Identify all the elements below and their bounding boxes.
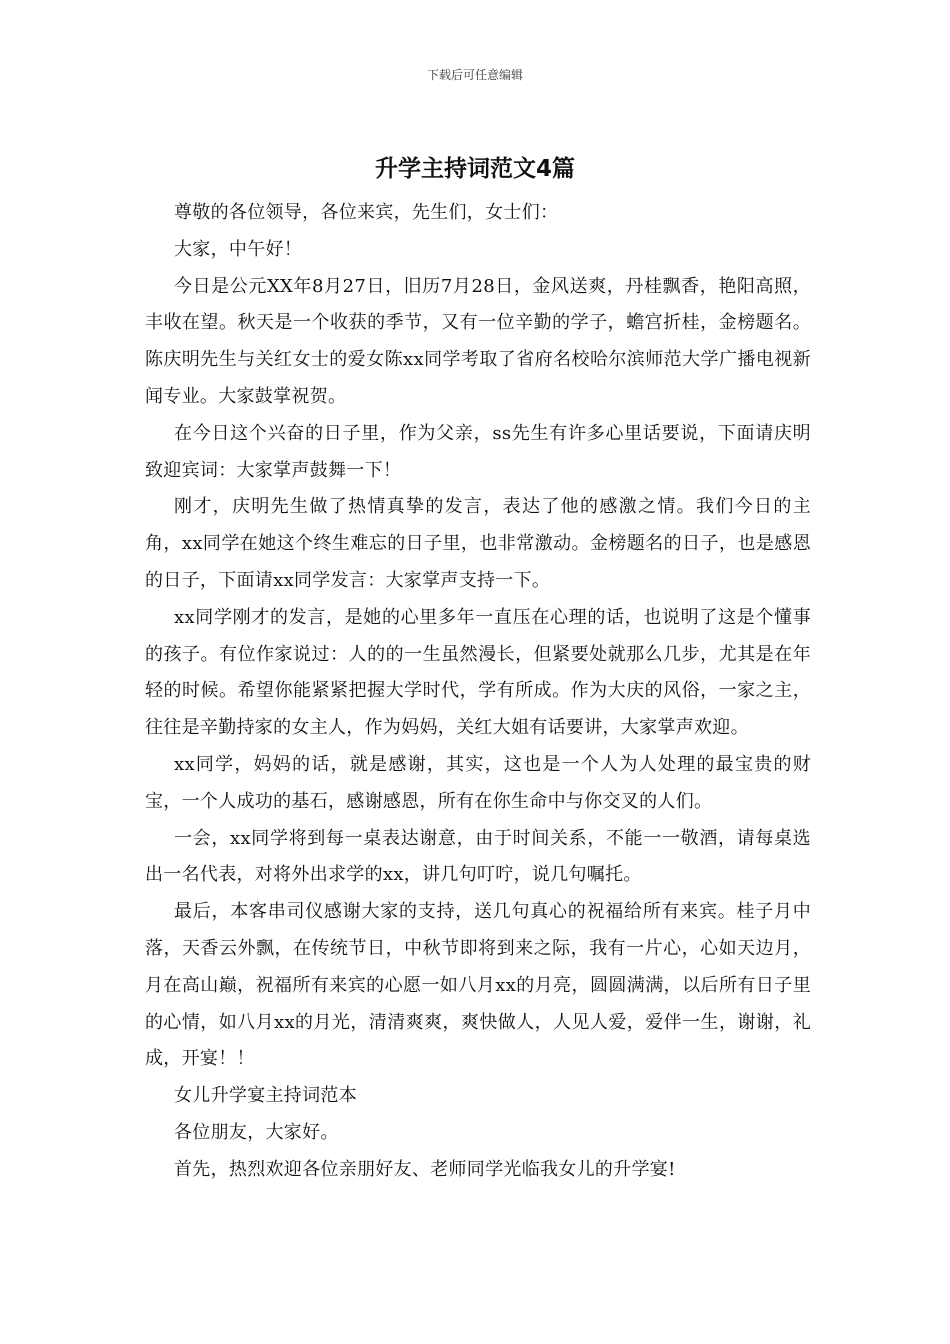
document-title: 升学主持词范文4篇 [374,156,575,182]
paragraph-closing-blessing: 最后，本客串司仪感谢大家的支持，送几句真心的祝福给所有来宾。桂子月中落，天香云外飘，在传统节日，中秋节即将到来之际，我有一片心，心如天边月，月在高山巅，祝福所有来宾的心愿一如八月xx的月亮，圆圆满满，以后所有日子里的心情，如八月xx的月光，清清爽爽，爽快做人，人见人爱，爱伴一生，谢谢，礼成，开宴！！ [145,901,811,1070]
paragraph-date-announcement: 今日是公元XX年8月27日，旧历7月28日，金风送爽，丹桂飘香，艳阳高照，丰收在望。秋天是一个收获的季节，又有一位辛勤的学子，蟾宫折桂，金榜题名。陈庆明先生与关红女士的爱女陈xx同学考取了省府名校哈尔滨师范大学广播电视新闻专业。大家鼓掌祝贺。 [145,275,811,407]
page-header-note: 下载后可任意编辑 [426,68,523,82]
document-body [145,195,811,1189]
paragraph-student-speech: 刚才，庆明先生做了热情真挚的发言，表达了他的感激之情。我们今日的主角，xx同学在她这个终生难忘的日子里，也非常激动。金榜题名的日子，也是感恩的日子，下面请xx同学发言：大家掌声支持一下。 [145,496,811,591]
paragraph-second-greeting: 各位朋友，大家好。 [174,1121,339,1143]
paragraph-section-heading: 女儿升学宴主持词范本 [174,1085,357,1107]
paragraph-gratitude: xx同学，妈妈的话，就是感谢，其实，这也是一个人为人处理的最宝贵的财宝，一个人成功的基石，感谢感恩，所有在你生命中与你交叉的人们。 [145,753,811,812]
paragraph-toast: 一会，xx同学将到每一桌表达谢意，由于时间关系，不能一一敬酒，请每桌选出一名代表，对将外出求学的xx，讲几句叮咛，说几句嘱托。 [145,827,811,886]
paragraph-greeting: 尊敬的各位领导，各位来宾，先生们，女士们： [174,202,559,223]
paragraph-welcome: 首先，热烈欢迎各位亲朋好友、老师同学光临我女儿的升学宴! [174,1158,676,1180]
paragraph-father-speech: 在今日这个兴奋的日子里，作为父亲，ss先生有许多心里话要说，下面请庆明致迎宾词：大家掌声鼓舞一下！ [145,422,811,481]
paragraph-good-noon: 大家，中午好！ [174,238,303,260]
paragraph-mother-speech: xx同学刚才的发言，是她的心里多年一直压在心理的话，也说明了这是个懂事的孩子。有位作家说过：人的的一生虽然漫长，但紧要处就那么几步，尤其是在年轻的时候。希望你能紧紧把握大学时代，学有所成。作为大庆的风俗，一家之主，往往是辛勤持家的女主人，作为妈妈，关红大姐有话要讲，大家掌声欢迎。 [145,606,811,739]
